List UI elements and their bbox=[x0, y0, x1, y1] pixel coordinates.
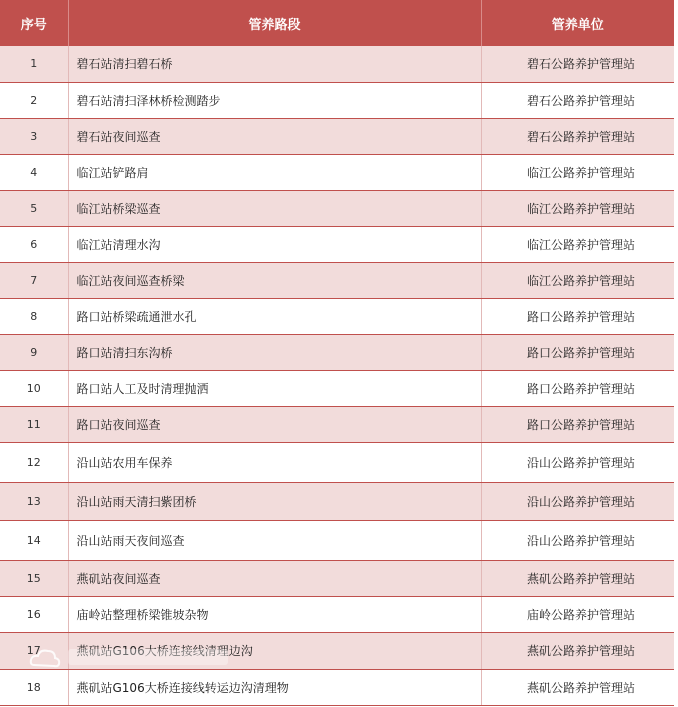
row-index-cell: 13 bbox=[0, 482, 68, 520]
row-section-cell: 碧石站清扫碧石桥 bbox=[68, 46, 481, 82]
row-section-cell: 燕矶站夜间巡查 bbox=[68, 560, 481, 596]
table-row bbox=[0, 596, 674, 632]
row-section-cell: 燕矶站G106大桥连接线转运边沟清理物 bbox=[68, 669, 481, 705]
row-section-cell: 路口站夜间巡查 bbox=[68, 406, 481, 442]
row-index-cell: 11 bbox=[0, 406, 68, 442]
row-unit-cell: 碧石公路养护管理站 bbox=[481, 118, 674, 154]
row-section-cell: 庙岭站整理桥梁锥坡杂物 bbox=[68, 596, 481, 632]
table-row bbox=[0, 190, 674, 226]
row-index-cell: 2 bbox=[0, 82, 68, 118]
row-section-cell: 路口站清扫东沟桥 bbox=[68, 334, 481, 370]
row-index-cell: 17 bbox=[0, 632, 68, 669]
row-index-cell: 14 bbox=[0, 520, 68, 560]
header-index: 序号 bbox=[0, 0, 68, 46]
header-section: 管养路段 bbox=[68, 0, 481, 46]
row-section-cell: 碧石站夜间巡查 bbox=[68, 118, 481, 154]
row-unit-cell: 燕矶公路养护管理站 bbox=[481, 632, 674, 669]
row-unit-cell: 碧石公路养护管理站 bbox=[481, 46, 674, 82]
row-index-cell: 7 bbox=[0, 262, 68, 298]
row-index-cell: 4 bbox=[0, 154, 68, 190]
row-unit-cell: 燕矶公路养护管理站 bbox=[481, 669, 674, 705]
row-unit-cell: 临江公路养护管理站 bbox=[481, 226, 674, 262]
row-section-cell: 临江站清理水沟 bbox=[68, 226, 481, 262]
table-row bbox=[0, 669, 674, 705]
row-section-cell: 路口站人工及时清理抛洒 bbox=[68, 370, 481, 406]
table-row bbox=[0, 118, 674, 154]
row-index-cell: 10 bbox=[0, 370, 68, 406]
row-index-cell: 15 bbox=[0, 560, 68, 596]
row-section-cell: 路口站桥梁疏通泄水孔 bbox=[68, 298, 481, 334]
row-unit-cell: 路口公路养护管理站 bbox=[481, 334, 674, 370]
row-section-cell: 临江站铲路肩 bbox=[68, 154, 481, 190]
row-unit-cell: 路口公路养护管理站 bbox=[481, 406, 674, 442]
table-row bbox=[0, 520, 674, 560]
row-unit-cell: 路口公路养护管理站 bbox=[481, 370, 674, 406]
row-section-cell: 沿山站雨天夜间巡查 bbox=[68, 520, 481, 560]
table-row bbox=[0, 632, 674, 669]
row-unit-cell: 临江公路养护管理站 bbox=[481, 190, 674, 226]
row-section-cell: 临江站桥梁巡查 bbox=[68, 190, 481, 226]
row-unit-cell: 临江公路养护管理站 bbox=[481, 262, 674, 298]
table-row bbox=[0, 298, 674, 334]
row-index-cell: 18 bbox=[0, 669, 68, 705]
row-unit-cell: 路口公路养护管理站 bbox=[481, 298, 674, 334]
row-section-cell: 沿山站雨天清扫紫团桥 bbox=[68, 482, 481, 520]
row-index-cell: 12 bbox=[0, 442, 68, 482]
table-row bbox=[0, 442, 674, 482]
row-unit-cell: 沿山公路养护管理站 bbox=[481, 520, 674, 560]
row-section-cell: 沿山站农用车保养 bbox=[68, 442, 481, 482]
row-index-cell: 6 bbox=[0, 226, 68, 262]
row-index-cell: 1 bbox=[0, 46, 68, 82]
table-header bbox=[0, 0, 674, 46]
row-unit-cell: 碧石公路养护管理站 bbox=[481, 82, 674, 118]
table-row bbox=[0, 46, 674, 82]
table-row bbox=[0, 226, 674, 262]
table-row bbox=[0, 370, 674, 406]
table-row bbox=[0, 406, 674, 442]
table-row bbox=[0, 82, 674, 118]
table-body bbox=[0, 46, 674, 705]
row-unit-cell: 沿山公路养护管理站 bbox=[481, 442, 674, 482]
header-unit: 管养单位 bbox=[551, 17, 604, 33]
row-index-cell: 3 bbox=[0, 118, 68, 154]
row-index-cell: 5 bbox=[0, 190, 68, 226]
row-section-cell: 燕矶站G106大桥连接线清理边沟 bbox=[68, 632, 481, 669]
row-unit-cell: 临江公路养护管理站 bbox=[481, 154, 674, 190]
row-section-cell: 临江站夜间巡查桥梁 bbox=[68, 262, 481, 298]
row-unit-cell: 沿山公路养护管理站 bbox=[481, 482, 674, 520]
row-section-cell: 碧石站清扫泽林桥检测踏步 bbox=[68, 82, 481, 118]
row-unit-cell: 燕矶公路养护管理站 bbox=[481, 560, 674, 596]
table-row bbox=[0, 482, 674, 520]
row-unit-cell: 庙岭公路养护管理站 bbox=[481, 596, 674, 632]
header-row bbox=[0, 0, 674, 46]
table-row bbox=[0, 334, 674, 370]
table-row bbox=[0, 154, 674, 190]
row-index-cell: 8 bbox=[0, 298, 68, 334]
row-index-cell: 9 bbox=[0, 334, 68, 370]
table-row bbox=[0, 560, 674, 596]
table-row bbox=[0, 262, 674, 298]
row-index-cell: 16 bbox=[0, 596, 68, 632]
